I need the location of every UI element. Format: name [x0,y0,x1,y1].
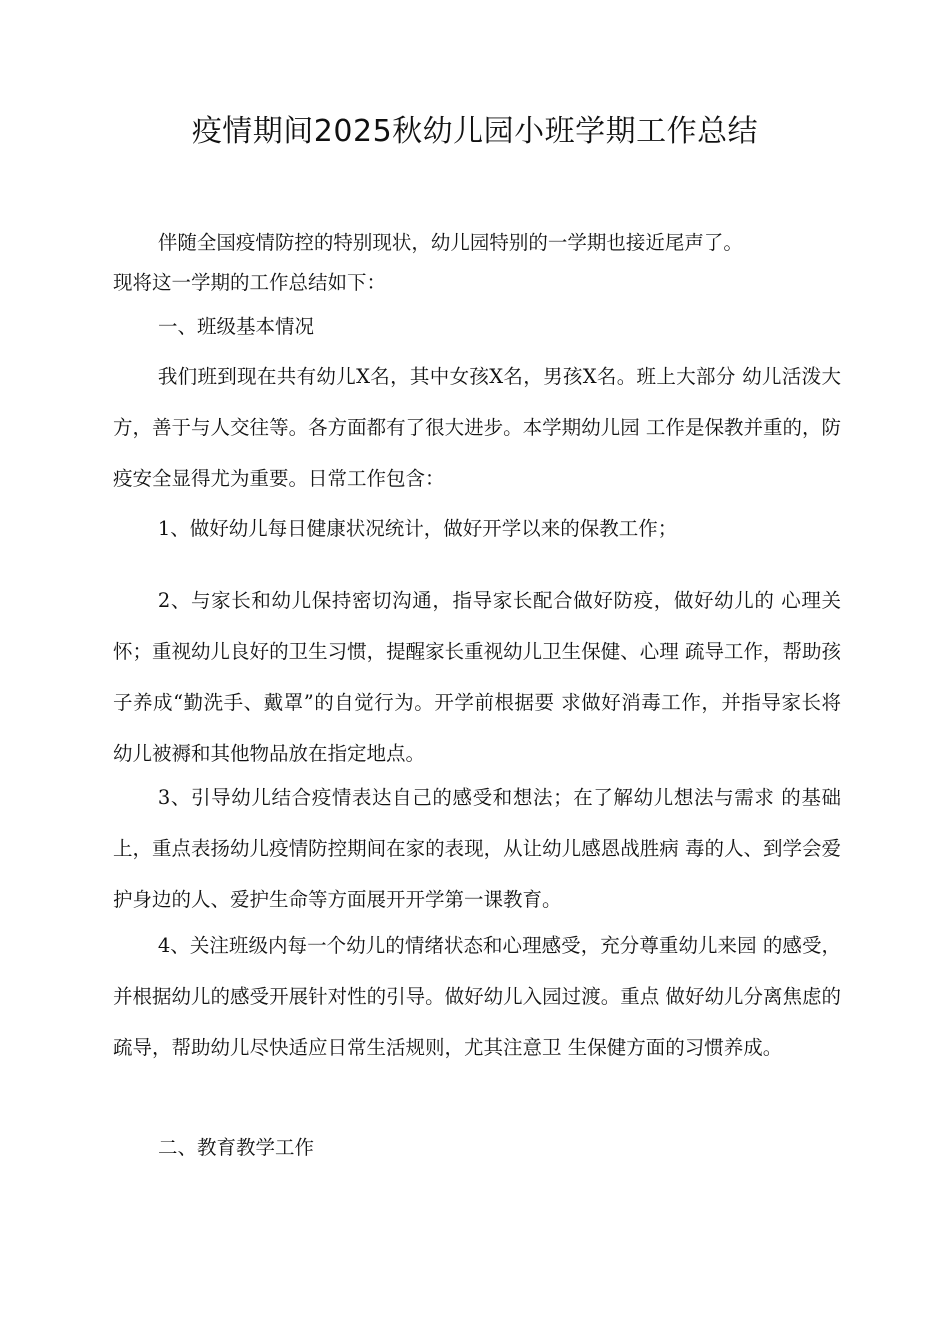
list-item-1: 1、做好幼儿每日健康状况统计，做好开学以来的保教工作； [157,517,678,540]
section-2-heading: 二、教育教学工作 [158,1136,315,1159]
intro-line-2: 现将这一学期的工作总结如下： [113,271,387,294]
list-item-3: 3、引导幼儿结合疫情表达自己的感受和想法；在了解幼儿想法与需求 的基础上，重点表扬幼儿疫情防控期间在家的表现，从让幼儿感恩战胜病 毒的人、到学会爱护身边的人、爱护生命等方面展开开学第一课教育。 [113,786,841,911]
intro-line-1: 伴随全国疫情防控的特别现状，幼儿园特别的一学期也接近尾声了。 [157,231,743,254]
list-item-4: 4、关注班级内每一个幼儿的情绪状态和心理感受，充分尊重幼儿来园 的感受，并根据幼儿的感受开展针对性的引导。做好幼儿入园过渡。重点 做好幼儿分离焦虑的疏导，帮助幼儿尽快适应日常生活规则，尤其注意卫 生保健方面的习惯养成。 [113,934,841,1059]
document-title: 疫情期间2025秋幼儿园小班学期工作总结 [191,114,759,149]
section-1-heading: 一、班级基本情况 [158,315,315,338]
section-1-paragraph: 我们班到现在共有幼儿X名，其中女孩X名，男孩X名。班上大部分 幼儿活泼大方，善于与人交往等。各方面都有了很大进步。本学期幼儿园 工作是保教并重的，防疫安全显得尤为重要。日常工作包含： [113,365,841,490]
list-item-2: 2、与家长和幼儿保持密切沟通，指导家长配合做好防疫，做好幼儿的 心理关怀；重视幼儿良好的卫生习惯，提醒家长重视幼儿卫生保健、心理 疏导工作，帮助孩子养成“勤洗手、戴罩”的自觉行为。开学前根据要 求做好消毒工作，并指导家长将幼儿被褥和其他物品放在指定地点。 [113,589,841,765]
